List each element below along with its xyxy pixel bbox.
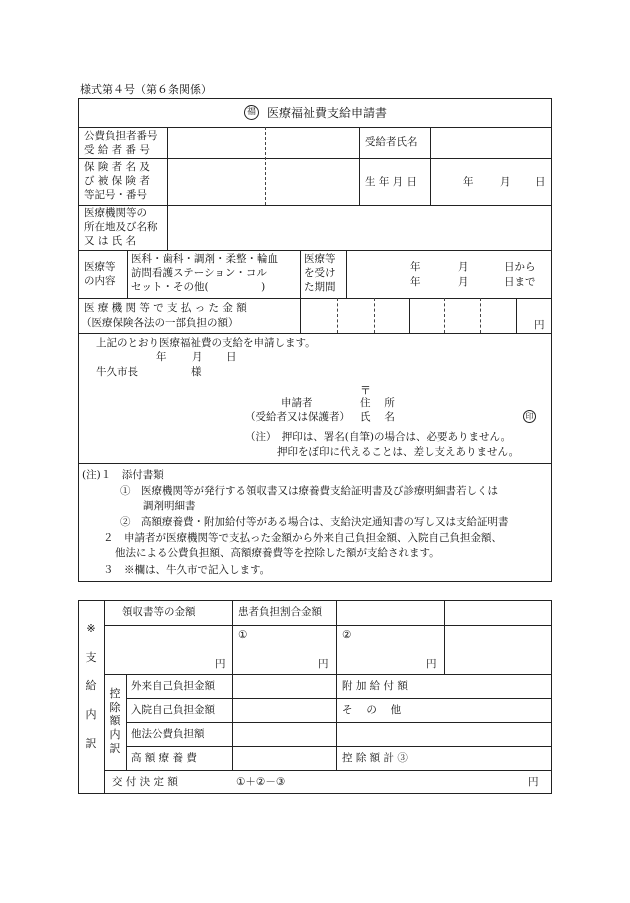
high-cost-medical-label: 高 額 療 養 費 <box>131 752 197 764</box>
insurer-label-line1: 保 険 者 名 及 <box>84 161 150 173</box>
period-from-month-unit: 月 <box>458 261 469 273</box>
other-deduction-label: そ の 他 <box>342 704 402 716</box>
mark-1: ① <box>238 629 248 641</box>
amount-paid-sublabel: （医療保険各法の一部負担の額） <box>81 317 239 329</box>
period-to-month-unit: 月 <box>458 276 469 288</box>
period-label-line2: を受け <box>304 267 336 279</box>
deduction-total-field[interactable] <box>445 747 551 769</box>
public-burden-number-label: 公費負担者番号 <box>84 130 158 142</box>
amount-paid-label: 医 療 機 関 等 で 支 払 っ た 金 額 <box>84 302 247 314</box>
seal-icon: 印 <box>523 410 536 423</box>
content-types-line1[interactable]: 医科・歯科・調剤・柔整・輪血 <box>131 253 278 265</box>
deduct-char2: 除 <box>109 700 121 714</box>
period-from-day-unit: 日から <box>504 261 536 273</box>
mark2-yen-unit: 円 <box>426 658 437 670</box>
period-from-year-unit: 年 <box>410 261 421 273</box>
outpatient-copay-field[interactable] <box>233 675 335 697</box>
note-2: ２ 申請者が医療機関等で支払った金額から外来自己負担金額、入院自己負担金額、 <box>103 532 502 544</box>
additional-benefit-label: 附 加 給 付 額 <box>342 680 408 692</box>
patient-share-header: 患者負担割合金額 <box>238 606 322 618</box>
application-statement: 上記のとおり医療福祉費の支給を申請します。 <box>96 337 316 349</box>
high-cost-medical-field[interactable] <box>233 747 335 769</box>
title-text: 医療福祉費支給申請書 <box>267 105 388 120</box>
treatment-period-field[interactable] <box>347 251 551 297</box>
deduct-char3: 額 <box>109 714 121 728</box>
outpatient-copay-label: 外来自己負担金額 <box>131 680 215 692</box>
application-month-unit: 月 <box>192 351 203 363</box>
applicant-label: 申請者 <box>281 397 313 409</box>
deduct-char4: 内 <box>109 727 121 741</box>
patient-share-yen-unit: 円 <box>318 658 329 670</box>
inpatient-copay-label: 入院自己負担金額 <box>131 704 215 716</box>
application-day-unit: 日 <box>226 351 237 363</box>
recipient-number-field[interactable] <box>266 128 358 157</box>
decision-yen-unit: 円 <box>528 776 539 788</box>
address-label: 住 所 <box>360 397 395 409</box>
birth-month-unit: 月 <box>500 176 511 188</box>
side-label-char2: 給 <box>85 679 97 693</box>
welfare-stamp-icon: 福 <box>244 105 259 120</box>
birth-date-field[interactable] <box>431 159 551 204</box>
deduct-char5: 訳 <box>109 741 121 755</box>
seal-note-1: （注） 押印は、署名(自筆)の場合は、必要ありません。 <box>245 431 512 443</box>
recipient-name-field[interactable] <box>431 128 551 157</box>
honorific: 様 <box>191 366 202 378</box>
form-number: 様式第４号（第６条関係） <box>80 83 212 96</box>
patient-share-field[interactable] <box>233 626 335 673</box>
note-2-cont: 他法による公費負担額、高額療養費等を控除した額が支給されます。 <box>115 547 440 559</box>
period-to-year-unit: 年 <box>410 276 421 288</box>
birth-date-label: 生 年 月 日 <box>365 176 418 188</box>
birth-year-unit: 年 <box>463 176 474 188</box>
other-deduction-field[interactable] <box>445 699 551 721</box>
period-to-day-unit: 日まで <box>504 276 536 288</box>
institution-label-line2: 所在地及び名称 <box>84 221 158 233</box>
decision-formula: ①＋②－③ <box>236 776 286 788</box>
side-label-char4: 訳 <box>85 736 97 750</box>
note-item-1-cont: 調剤明細書 <box>143 500 196 512</box>
decision-amount-field[interactable] <box>233 771 551 793</box>
form-title <box>244 105 387 120</box>
mayor-addressee: 牛久市長 <box>96 366 138 378</box>
receipt-amount-field[interactable] <box>105 626 231 673</box>
other-law-burden-field[interactable] <box>233 723 335 745</box>
side-label-mark: ※ <box>86 622 96 635</box>
period-label-line1: 医療等 <box>304 253 336 265</box>
note-item-1: ① 医療機関等が発行する領収書又は療養費支給証明書及び診療明細書若しくは <box>120 485 498 497</box>
note-attachments: (注)１ 添付書類 <box>82 469 164 481</box>
mark-2: ② <box>342 629 352 641</box>
note-item-2: ② 高額療養費・附加給付等がある場合は、支給決定通知書の写し又は支給証明書 <box>120 516 509 528</box>
content-types-line3[interactable]: セット・その他( ) <box>131 281 266 293</box>
amount-yen-unit: 円 <box>534 319 545 331</box>
side-label-char1: 支 <box>85 650 97 664</box>
period-label-line3: た期間 <box>304 281 336 293</box>
note-3: ３ ※欄は、牛久市で記入します。 <box>103 564 271 576</box>
receipt-amount-header: 領収書等の金額 <box>122 606 196 618</box>
applicant-name-field[interactable] <box>405 409 515 425</box>
seal-note-2: 押印をぼ印に代えることは、差し支えありません。 <box>277 446 520 458</box>
decision-amount-label: 交 付 決 定 額 <box>112 776 178 788</box>
additional-benefit-field[interactable] <box>445 675 551 697</box>
postal-mark: 〒 <box>360 384 371 397</box>
institution-label-line1: 医療機関等の <box>84 207 147 219</box>
application-year-unit: 年 <box>156 351 167 363</box>
public-burden-number-field[interactable] <box>168 128 264 157</box>
applicant-name-label: 氏 名 <box>360 411 395 423</box>
guardian-label: （受給者又は保護者） <box>245 411 350 423</box>
recipient-number-label: 受 給 者 番 号 <box>84 144 150 156</box>
amount-2-field[interactable] <box>337 626 443 673</box>
recipient-name-label: 受給者氏名 <box>365 136 418 148</box>
payment-side-label <box>83 623 99 750</box>
medical-content-label-line1: 医療等 <box>84 261 116 273</box>
deduction-breakdown-label <box>106 688 124 755</box>
insurer-label-line3: 等記号・番号 <box>84 189 147 201</box>
birth-day-unit: 日 <box>535 176 546 188</box>
inpatient-copay-field[interactable] <box>233 699 335 721</box>
institution-field[interactable] <box>168 206 551 249</box>
content-types-line2[interactable]: 訪問看護ステーション・コル <box>131 267 267 279</box>
medical-content-label-line2: の内容 <box>84 275 116 287</box>
deduction-total-label: 控 除 額 計 ③ <box>342 752 408 764</box>
other-law-burden-label: 他法公費負担額 <box>131 728 205 740</box>
receipt-yen-unit: 円 <box>215 658 226 670</box>
side-label-char3: 内 <box>85 707 97 721</box>
institution-label-line3: 又 は 氏 名 <box>84 235 137 247</box>
amount-paid-field[interactable] <box>301 299 551 332</box>
insurer-label-line2: び 被 保 険 者 <box>84 175 150 187</box>
address-field[interactable] <box>405 394 545 410</box>
insurer-number-field[interactable] <box>168 159 358 204</box>
deduct-char1: 控 <box>109 687 121 700</box>
